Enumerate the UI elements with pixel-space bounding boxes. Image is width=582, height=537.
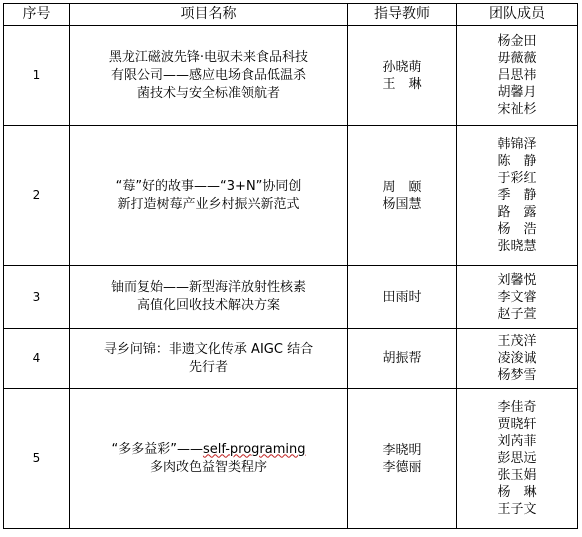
members-cell bbox=[457, 126, 578, 266]
row-index: 3 bbox=[4, 266, 70, 329]
member-list bbox=[497, 272, 536, 323]
project-name-cell bbox=[70, 126, 348, 266]
advisor-name: 田雨时 bbox=[382, 289, 422, 305]
member-name: 吕思祎 bbox=[497, 68, 537, 83]
header-index: 序号 bbox=[4, 4, 70, 26]
member-name: 路 露 bbox=[497, 205, 537, 220]
project-name-line: 多肉改色益智类程序 bbox=[149, 459, 267, 475]
member-name: 刘馨悦 bbox=[497, 272, 537, 288]
project-name-cell bbox=[70, 26, 348, 126]
project-name-line: 黑龙江磁波先锋·电驭未来食品科技 bbox=[108, 49, 309, 65]
project-table-container bbox=[3, 3, 578, 529]
project-name-line: 高值化回收技术解决方案 bbox=[136, 298, 280, 313]
member-name: 王子文 bbox=[497, 502, 537, 517]
project-name-line: 寻乡问锦：非遗文化传承 AIGC 结合 bbox=[103, 341, 314, 357]
row-index: 5 bbox=[4, 389, 70, 529]
member-list bbox=[497, 399, 536, 518]
members-cell bbox=[457, 389, 578, 529]
member-name: 李佳奇 bbox=[497, 400, 537, 415]
member-name: 季 静 bbox=[497, 188, 537, 203]
header-project-name: 项目名称 bbox=[70, 4, 348, 26]
project-name-cell bbox=[70, 329, 348, 389]
header-team-members: 团队成员 bbox=[457, 4, 578, 26]
advisor-name: 李德丽 bbox=[382, 459, 422, 475]
advisor-name: 李晓明 bbox=[382, 442, 422, 458]
member-name: 彭思远 bbox=[497, 451, 537, 466]
project-name-line: “莓”好的故事——“3+N”协同创 bbox=[115, 178, 302, 194]
project-name-line: “多多益彩”——self-programing bbox=[111, 441, 306, 457]
advisor-name: 孙晓萌 bbox=[382, 59, 422, 75]
advisor-cell bbox=[348, 389, 457, 529]
members-cell bbox=[457, 26, 578, 126]
table-row bbox=[4, 266, 578, 329]
member-name: 王茂洋 bbox=[497, 334, 537, 349]
member-name: 凌浚诚 bbox=[497, 351, 537, 366]
header-advisor: 指导教师 bbox=[348, 4, 457, 26]
members-cell bbox=[457, 329, 578, 389]
member-name: 韩锦泽 bbox=[497, 137, 537, 152]
table-row bbox=[4, 26, 578, 126]
advisor-name: 周 颐 bbox=[382, 179, 422, 195]
project-table bbox=[3, 3, 578, 529]
table-row bbox=[4, 389, 578, 529]
row-index: 1 bbox=[4, 26, 70, 126]
header-row bbox=[4, 4, 578, 26]
spellcheck-underlined-word: self-programing bbox=[202, 441, 306, 457]
member-name: 张玉娟 bbox=[497, 468, 537, 483]
advisor-name: 胡振帮 bbox=[382, 351, 422, 366]
project-name-line: 有限公司——感应电场食品低温杀 bbox=[110, 67, 306, 83]
member-list bbox=[497, 33, 536, 118]
member-name: 贾晓轩 bbox=[497, 417, 537, 432]
advisor-cell bbox=[348, 329, 457, 389]
advisor-cell bbox=[348, 26, 457, 126]
project-name-line: 铀而复始——新型海洋放射性核素 bbox=[110, 280, 306, 295]
table-row bbox=[4, 329, 578, 389]
advisor-cell bbox=[348, 126, 457, 266]
project-name-line: 菌技术与安全标准领航者 bbox=[136, 85, 280, 101]
row-index: 4 bbox=[4, 329, 70, 389]
advisor-cell bbox=[348, 266, 457, 329]
member-list bbox=[497, 333, 536, 384]
table-row bbox=[4, 126, 578, 266]
project-name-line: 新打造树莓产业乡村振兴新范式 bbox=[117, 196, 300, 212]
advisor-name: 杨国慧 bbox=[382, 196, 422, 212]
member-name: 杨 浩 bbox=[497, 222, 537, 237]
row-index: 2 bbox=[4, 126, 70, 266]
project-name-cell bbox=[70, 266, 348, 329]
member-name: 杨金田 bbox=[497, 34, 537, 49]
member-name: 于彩红 bbox=[497, 171, 537, 186]
project-name-cell bbox=[70, 389, 348, 529]
member-name: 陈 静 bbox=[497, 154, 537, 169]
member-name: 刘芮菲 bbox=[497, 434, 537, 449]
member-name: 宋祉杉 bbox=[497, 102, 537, 117]
member-name: 张晓慧 bbox=[497, 239, 537, 254]
member-list bbox=[497, 136, 536, 255]
project-name-line: 先行者 bbox=[188, 359, 228, 375]
member-name: 胡馨月 bbox=[497, 85, 537, 100]
member-name: 杨 琳 bbox=[497, 485, 537, 500]
members-cell bbox=[457, 266, 578, 329]
advisor-name: 王 琳 bbox=[382, 76, 422, 92]
member-name: 杨梦雪 bbox=[497, 368, 537, 383]
member-name: 毋薇薇 bbox=[497, 51, 537, 66]
member-name: 李文睿 bbox=[497, 289, 537, 305]
member-name: 赵子萱 bbox=[497, 306, 537, 322]
